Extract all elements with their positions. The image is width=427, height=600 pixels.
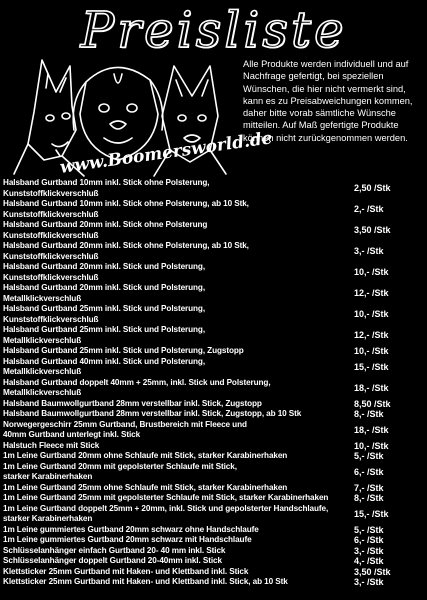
- item-price: 10,- /Stk: [354, 346, 389, 356]
- item-description-line: Halsband Gurtband 25mm inkl. Stick und Polsterung,: [3, 304, 205, 313]
- item-description-line: Schlüsselanhänger einfach Gurtband 20- 40 mm inkl. Stick: [3, 545, 226, 555]
- item-price: 6,- /Stk: [354, 466, 384, 477]
- item-description: [3, 241, 348, 262]
- item-description: [3, 577, 348, 588]
- item-description-line: 40mm Gurtband unterlegt inkl. Stick: [3, 430, 141, 439]
- item-description: [3, 451, 348, 462]
- item-description: [3, 556, 348, 567]
- item-price: 5,- /Stk: [354, 451, 384, 461]
- page-title: Preisliste: [80, 1, 347, 59]
- price-row: [3, 441, 424, 452]
- item-description: [3, 535, 348, 546]
- item-description-line: Klettsticker 25mm Gurtband mit Haken- und Klettband inkl. Stick, ab 10 Stk: [3, 577, 288, 586]
- item-price: 10,- /Stk: [354, 309, 389, 320]
- item-description: [3, 441, 348, 452]
- item-description-line: Metallklickverschluß: [3, 367, 82, 376]
- item-price: 4,- /Stk: [354, 556, 384, 566]
- item-price: 5,- /Stk: [354, 524, 384, 535]
- price-row: [3, 556, 424, 567]
- item-description-line: 1m Leine Gurtband doppelt 25mm + 20mm, inkl. Stick und gepolsterter Handschlaufe,: [3, 503, 329, 513]
- item-description-line: 1m Leine gummiertes Gurtband 20mm schwarz ohne Handschlaufe: [3, 524, 259, 534]
- item-price: 3,- /Stk: [354, 545, 384, 556]
- item-price: 10,- /Stk: [354, 440, 389, 451]
- item-price: 10,- /Stk: [354, 267, 389, 278]
- price-row: [3, 493, 424, 504]
- price-row: [3, 241, 424, 262]
- item-description: [3, 504, 348, 525]
- item-price: 18,- /Stk: [354, 382, 389, 393]
- item-description-line: Kunststoffklickverschluß: [3, 251, 99, 261]
- item-description: [3, 325, 348, 346]
- item-description: [3, 546, 348, 557]
- price-row: [3, 420, 424, 441]
- item-description-line: starker Karabinerhaken: [3, 514, 93, 523]
- item-description-line: Kunststoffklickverschluß: [3, 272, 99, 282]
- item-price: 12,- /Stk: [354, 330, 389, 341]
- item-description-line: Metallklickverschluß: [3, 335, 82, 345]
- item-description-line: Halsband Gurtband 20mm inkl. Stick und Polsterung,: [3, 283, 205, 292]
- price-row: [3, 178, 424, 199]
- price-row: [3, 304, 424, 325]
- price-row: [3, 577, 424, 588]
- item-description-line: Halsband Gurtband 10mm inkl. Stick ohne Polsterung,: [3, 178, 210, 187]
- item-description-line: Halsband Gurtband 10mm inkl. Stick ohne Polsterung, ab 10 Stk,: [3, 199, 249, 208]
- price-list: [3, 178, 424, 588]
- item-description-line: Schlüsselanhänger doppelt Gurtband 20-40mm inkl. Stick: [3, 556, 222, 565]
- price-row: [3, 283, 424, 304]
- price-row: [3, 462, 424, 483]
- item-price: 2,- /Stk: [354, 204, 384, 215]
- item-description: [3, 199, 348, 220]
- item-description-line: Kunststoffklickverschluß: [3, 230, 99, 240]
- price-row: [3, 525, 424, 536]
- item-price: 8,- /Stk: [354, 493, 384, 503]
- price-row: [3, 399, 424, 410]
- item-description: [3, 483, 348, 494]
- price-row: [3, 504, 424, 525]
- item-price: 18,- /Stk: [354, 424, 389, 435]
- item-description-line: Norwegergeschirr 25mm Gurtband, Brustbereich mit Fleece und: [3, 419, 247, 429]
- item-description: [3, 378, 348, 399]
- price-row: [3, 546, 424, 557]
- item-description: [3, 409, 348, 420]
- item-description-line: starker Karabinerhaken: [3, 472, 93, 481]
- item-description: [3, 493, 348, 504]
- item-description-line: Kunststoffklickverschluß: [3, 209, 99, 219]
- item-price: 12,- /Stk: [354, 288, 389, 299]
- item-description-line: Halsband Gurtband doppelt 40mm + 25mm, inkl. Stick und Polsterung,: [3, 377, 271, 387]
- item-description: [3, 346, 348, 357]
- price-row: [3, 378, 424, 399]
- price-row: [3, 357, 424, 378]
- item-description-line: 1m Leine Gurtband 25mm mit gepolsterter Schlaufe mit Stick, starker Karabinerhaken: [3, 493, 329, 502]
- item-description-line: 1m Leine Gurtband 20mm mit gepolsterter Schlaufe mit Stick,: [3, 461, 237, 471]
- price-row: [3, 325, 424, 346]
- price-row: [3, 451, 424, 462]
- price-row: [3, 199, 424, 220]
- item-description-line: 1m Leine Gurtband 25mm ohne Schlaufe mit Stick, starker Karabinerhaken: [3, 482, 288, 492]
- item-description: [3, 304, 348, 325]
- item-description-line: Halsband Gurtband 20mm inkl. Stick ohne Polsterung, ab 10 Stk,: [3, 241, 249, 250]
- item-description-line: Kunststoffklickverschluß: [3, 188, 99, 198]
- item-description-line: Halstuch Fleece mit Stick: [3, 440, 100, 450]
- item-description: [3, 262, 348, 283]
- price-row: [3, 220, 424, 241]
- item-price: 8,- /Stk: [354, 409, 384, 419]
- item-description-line: 1m Leine gummiertes Gurtband 20mm schwarz mit Handschlaufe: [3, 535, 252, 544]
- item-description: [3, 357, 348, 378]
- item-description: [3, 567, 348, 578]
- intro-text: Alle Produkte werden individuell und auf Nachfrage gefertigt, bei speziellen Wünschen, die hier nicht vermerkt sind, kann es zu Preisabweichungen kommen, daher bitte vorab sämtliche Wünsche mitteilen. Auf Maß gefertigte Produkte können nicht zurückgenommen werden.: [243, 59, 413, 143]
- item-description-line: Halsband Gurtband 20mm inkl. Stick ohne Polsterung: [3, 220, 208, 229]
- item-description: [3, 525, 348, 536]
- item-description-line: Halsband Gurtband 40mm inkl. Stick und Polsterung,: [3, 356, 205, 366]
- item-description-line: Halsband Baumwollgurtband 28mm verstellbar inkl. Stick, Zugstopp, ab 10 Stk: [3, 409, 302, 418]
- item-description: [3, 283, 348, 304]
- item-price: 8,50 /Stk: [354, 398, 391, 409]
- item-description: [3, 462, 348, 483]
- item-price: 7,- /Stk: [354, 482, 384, 493]
- item-price: 15,- /Stk: [354, 508, 389, 519]
- price-row: [3, 346, 424, 357]
- item-description-line: Halsband Gurtband 25mm inkl. Stick und Polsterung, Zugstopp: [3, 346, 244, 355]
- item-description-line: Metallklickverschluß: [3, 388, 82, 397]
- price-row: [3, 409, 424, 420]
- item-description-line: Kunststoffklickverschluß: [3, 314, 99, 324]
- item-price: 3,- /Stk: [354, 246, 384, 257]
- item-description-line: Metallklickverschluß: [3, 293, 82, 303]
- item-description-line: 1m Leine Gurtband 20mm ohne Schlaufe mit Stick, starker Karabinerhaken: [3, 451, 288, 460]
- item-description-line: Halsband Baumwollgurtband 28mm verstellbar inkl. Stick, Zugstopp: [3, 398, 262, 408]
- price-row: [3, 483, 424, 494]
- item-price: 2,50 /Stk: [354, 183, 391, 194]
- item-description: [3, 399, 348, 410]
- item-price: 3,50 /Stk: [354, 225, 391, 236]
- price-row: [3, 567, 424, 578]
- item-description: [3, 420, 348, 441]
- brand-logo: www.Boomersworld.de: [58, 128, 274, 178]
- item-description-line: Klettsticker 25mm Gurtband mit Haken- und Klettband inkl. Stick: [3, 566, 249, 576]
- item-price: 3,50 /Stk: [354, 566, 391, 577]
- item-description: [3, 220, 348, 241]
- item-description-line: Halsband Gurtband 20mm inkl. Stick und Polsterung,: [3, 262, 205, 271]
- price-row: [3, 262, 424, 283]
- item-price: 6,- /Stk: [354, 535, 384, 545]
- item-description: [3, 178, 348, 199]
- item-price: 3,- /Stk: [354, 577, 384, 587]
- price-row: [3, 535, 424, 546]
- item-price: 15,- /Stk: [354, 361, 389, 372]
- item-description-line: Halsband Gurtband 25mm inkl. Stick und Polsterung,: [3, 325, 205, 334]
